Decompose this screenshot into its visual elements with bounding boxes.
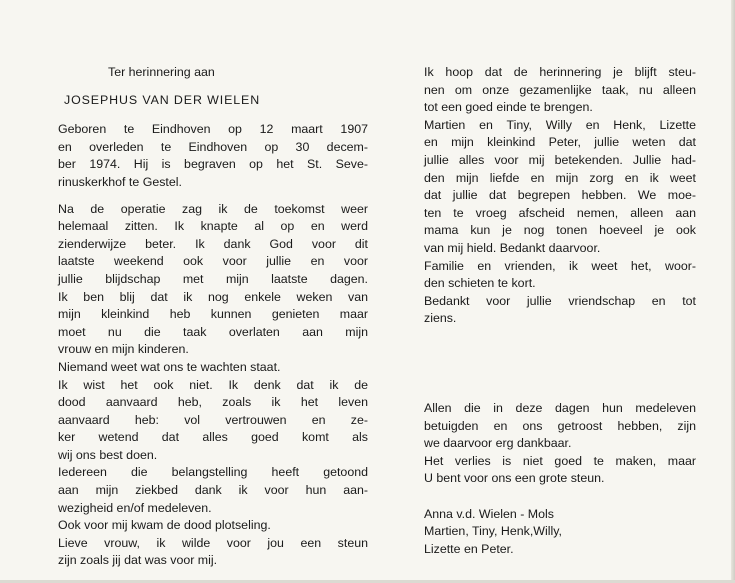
heading-name: JOSEPHUS VAN DER WIELEN	[64, 92, 261, 107]
left-paragraph-line: rinuskerkhof te Gestel.	[58, 174, 182, 189]
left-paragraph-line: Geboren te Eindhoven op 12 maart 1907	[58, 122, 368, 137]
left-paragraph-line: ber 1974. Hij is begraven op het St. Seve-	[58, 157, 368, 172]
right-paragraph-line: dat jullie dat begrepen hebben. We moe-	[424, 188, 696, 203]
right-paragraph-line: den mijn liefde en mijn zorg en ik weet	[424, 170, 696, 185]
right-paragraph-2	[424, 400, 696, 488]
left-paragraph-line: zienderwijze beter. Ik dank God voor dit	[58, 236, 368, 251]
right-column	[424, 64, 696, 559]
left-paragraph-line: ker wetend dat alles goed komt als	[58, 430, 368, 445]
left-paragraph-line: Ik ben blij dat ik nog enkele weken van	[58, 289, 368, 304]
right-paragraph-line: U bent voor ons een grote steun.	[424, 471, 605, 486]
right-paragraph-line: Familie en vrienden, ik weet het, woor-	[424, 258, 696, 273]
left-paragraph-line: Niemand weet wat ons te wachten staat.	[58, 359, 281, 374]
left-paragraphs	[58, 121, 368, 570]
left-paragraph-line: Ik wist het ook niet. Ik denk dat ik de	[58, 377, 368, 392]
left-paragraph-line: en overleden te Eindhoven op 30 decem-	[58, 139, 368, 154]
right-paragraph-line: nen om onze gezamenlijke taak, nu alleen	[424, 82, 696, 97]
left-paragraph-line: Na de operatie zag ik de toekomst weer	[58, 201, 368, 216]
right-paragraph-line: ziens.	[424, 311, 457, 326]
right-paragraph-line: tot een goed einde te brengen.	[424, 100, 593, 115]
heading-in-memory: Ter herinnering aan	[108, 65, 215, 79]
left-paragraph-line: dood aanvaard heb, zoals ik het leven	[58, 395, 368, 410]
left-paragraph-line: mijn kleinkind heb kunnen genieten maar	[58, 307, 368, 322]
left-paragraph-line: helemaal zitten. Ik knapte al op en werd	[58, 219, 368, 234]
signature-line: Anna v.d. Wielen - Mols	[424, 506, 554, 521]
card-edge-right	[731, 0, 735, 583]
right-paragraph-line: we daarvoor erg dankbaar.	[424, 436, 572, 451]
left-paragraph-line: aan mijn ziekbed dank ik voor hun aan-	[58, 483, 368, 498]
left-paragraph-line: wezigheid en/of medeleven.	[58, 500, 212, 515]
right-paragraph-line: mama kun je nog tonen hoeveel je ook	[424, 223, 696, 238]
left-paragraph-1	[58, 121, 368, 191]
left-paragraph-line: Lieve vrouw, ik wilde voor jou een steun	[58, 535, 368, 550]
left-paragraph-line: Ook voor mij kwam de dood plotseling.	[58, 518, 271, 533]
right-paragraph-line: betuigden en ons getroost hebben, zijn	[424, 418, 696, 433]
right-paragraph-line: jullie alles voor mij betekenden. Jullie had-	[424, 152, 696, 167]
right-paragraph-line: Bedankt voor jullie vriendschap en tot	[424, 293, 696, 308]
left-paragraph-line: zijn zoals jij dat was voor mij.	[58, 553, 218, 568]
right-paragraph-line: van mij hield. Bedankt daarvoor.	[424, 240, 601, 255]
left-paragraph-line: aanvaard heb: vol vertrouwen en ze-	[58, 412, 368, 427]
left-paragraph-line: vrouw en mijn kinderen.	[58, 342, 189, 357]
right-paragraph-line: en mijn kleinkind Peter, jullie weten dat	[424, 135, 696, 150]
signature-line: Lizette en Peter.	[424, 542, 514, 557]
right-paragraph-1	[424, 64, 696, 328]
signature-line: Martien, Tiny, Henk,Willy,	[424, 524, 562, 539]
left-paragraph-line: Iedereen die belangstelling heeft getoond	[58, 465, 368, 480]
right-paragraph-line: den schieten te kort.	[424, 276, 536, 291]
signature-block	[424, 506, 696, 559]
left-paragraph-line: jullie blijdschap met mijn laatste dagen.	[58, 271, 368, 286]
left-column	[58, 64, 368, 570]
left-paragraph-line: laatste weekend ook voor jullie en voor	[58, 254, 368, 269]
left-paragraph-line: wij ons best doen.	[58, 447, 158, 462]
right-paragraph-line: Martien en Tiny, Willy en Henk, Lizette	[424, 117, 696, 132]
right-paragraph-line: Het verlies is niet goed te maken, maar	[424, 453, 696, 468]
left-paragraph-line: moet nu die taak overlaten aan mijn	[58, 324, 368, 339]
right-paragraph-line: Allen die in deze dagen hun medeleven	[424, 400, 696, 415]
right-paragraph-line: ten te vroeg afscheid nemen, alleen aan	[424, 205, 696, 220]
right-paragraph-line: Ik hoop dat de herinnering je blijft steu-	[424, 65, 696, 79]
left-paragraph-2	[58, 201, 368, 570]
